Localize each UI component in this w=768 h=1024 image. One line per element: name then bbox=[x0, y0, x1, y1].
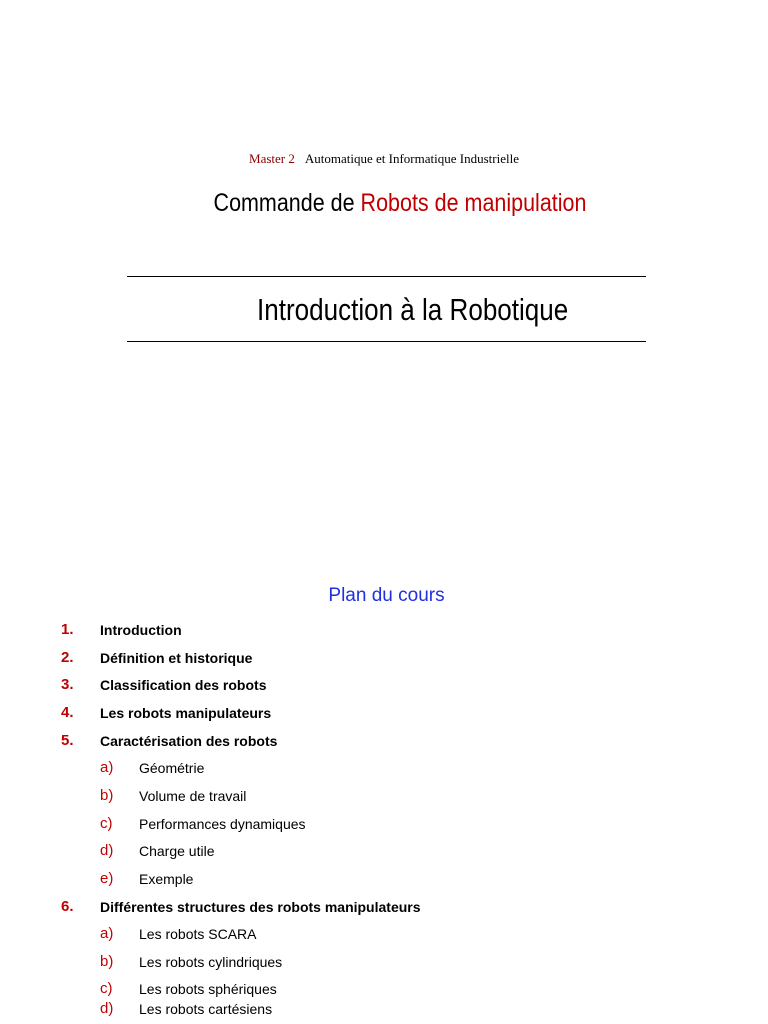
toc-subitem-label: Performances dynamiques bbox=[139, 816, 306, 832]
chapter-title: Introduction à la Robotique bbox=[257, 292, 569, 327]
toc-subitem bbox=[0, 925, 768, 949]
toc-item-label: Définition et historique bbox=[100, 650, 253, 666]
toc-subitem-letter: c) bbox=[100, 980, 113, 997]
toc-item bbox=[0, 621, 768, 645]
toc-subitem-label: Les robots cartésiens bbox=[139, 1001, 273, 1017]
toc-item-number: 1. bbox=[61, 621, 74, 638]
toc-subitem bbox=[0, 787, 768, 811]
toc-subitem-letter: a) bbox=[100, 759, 114, 776]
plan-title: Plan du cours bbox=[328, 585, 445, 606]
toc-item-label: Classification des robots bbox=[100, 677, 267, 693]
toc-subitem-letter: a) bbox=[100, 925, 114, 942]
toc-subitem-label: Géométrie bbox=[139, 760, 205, 776]
toc-subitem-letter: b) bbox=[100, 787, 114, 804]
toc-subitem-letter: d) bbox=[100, 1000, 114, 1017]
course-title-prefix: Commande de bbox=[213, 189, 355, 217]
toc-subitem-label: Charge utile bbox=[139, 843, 215, 859]
toc-item-number: 4. bbox=[61, 704, 74, 721]
toc-subitem-label: Les robots cylindriques bbox=[139, 954, 283, 970]
toc-subitem-label: Les robots SCARA bbox=[139, 926, 257, 942]
toc-subitem bbox=[0, 953, 768, 977]
course-title-highlight: Robots de manipulation bbox=[360, 189, 587, 217]
toc-item-number: 5. bbox=[61, 732, 74, 749]
toc-item-label: Différentes structures des robots manipulateurs bbox=[100, 899, 421, 915]
toc-subitem-letter: c) bbox=[100, 815, 113, 832]
toc-subitem bbox=[0, 842, 768, 866]
toc-subitem bbox=[0, 870, 768, 894]
level-label: Master 2 bbox=[249, 151, 295, 166]
toc-item bbox=[0, 676, 768, 700]
toc-item-number: 3. bbox=[61, 676, 74, 693]
toc-subitem-label: Volume de travail bbox=[139, 788, 247, 804]
toc-item-label: Introduction bbox=[100, 622, 182, 638]
program-label: Automatique et Informatique Industrielle bbox=[304, 151, 519, 166]
toc-subitem bbox=[0, 759, 768, 783]
toc-item-number: 6. bbox=[61, 898, 74, 915]
toc-subitem-label: Exemple bbox=[139, 871, 194, 887]
toc-subitem-letter: e) bbox=[100, 870, 114, 887]
toc-subitem-letter: b) bbox=[100, 953, 114, 970]
toc-subitem-letter: d) bbox=[100, 842, 114, 859]
toc-item bbox=[0, 704, 768, 728]
toc-item bbox=[0, 732, 768, 756]
toc-item bbox=[0, 898, 768, 922]
toc-subitem-label: Les robots sphériques bbox=[139, 981, 277, 997]
toc-item-label: Les robots manipulateurs bbox=[100, 705, 272, 721]
toc-item-label: Caractérisation des robots bbox=[100, 733, 278, 749]
toc-subitem bbox=[0, 1000, 768, 1024]
toc-item-number: 2. bbox=[61, 649, 74, 666]
toc-item bbox=[0, 649, 768, 673]
toc-subitem bbox=[0, 815, 768, 839]
